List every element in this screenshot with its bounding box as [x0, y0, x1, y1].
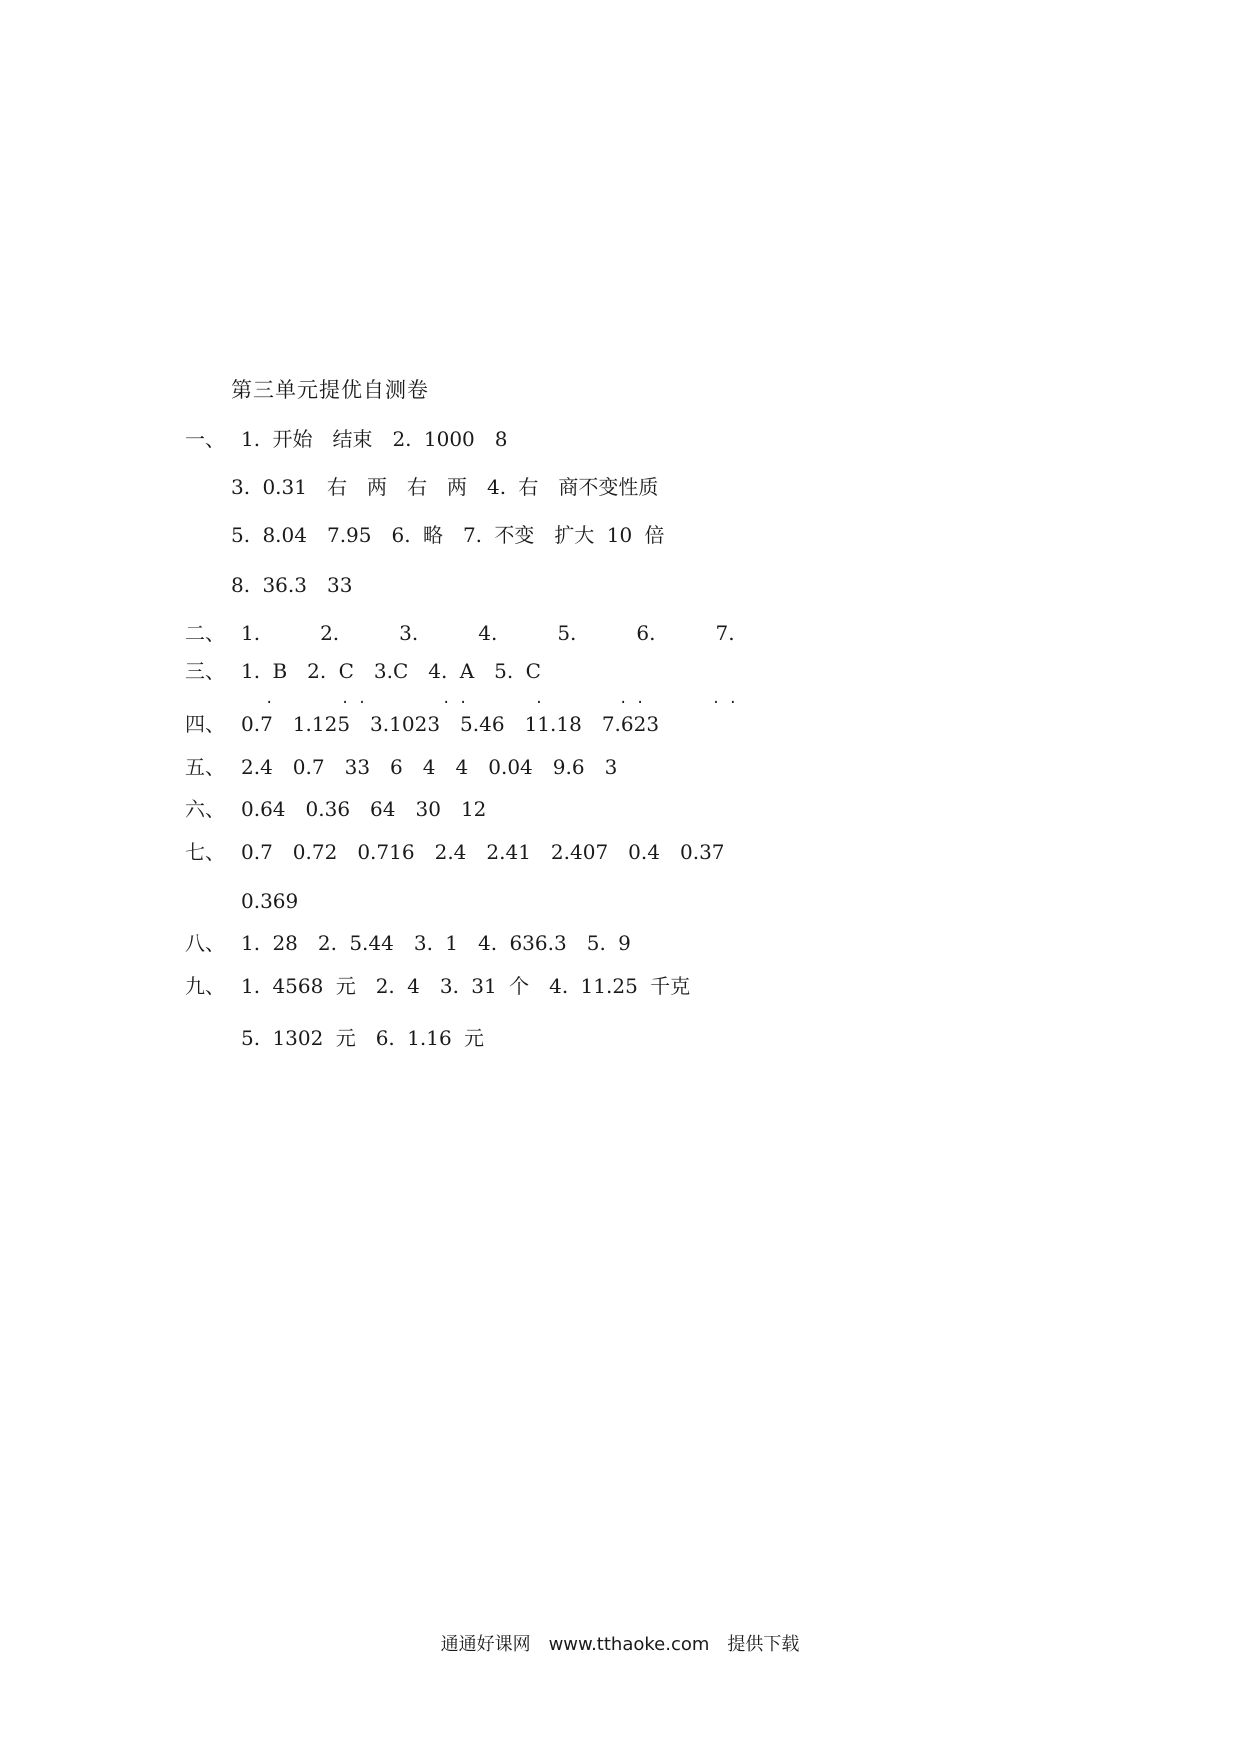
page-title: 第三单元提优自测卷 — [231, 378, 429, 402]
answer-text: 3. 0.31 右 两 右 两 4. 右 商不变性质 — [231, 475, 659, 499]
answer-line-4 — [231, 569, 352, 598]
answer-line-1 — [185, 423, 508, 452]
section-label: 九、 — [185, 974, 225, 998]
answer-text: 0.7 1.125 3.1023 5.46 11.18 7.623 — [241, 712, 660, 736]
answer-line-13 — [185, 970, 690, 999]
answer-text: 2.4 0.7 33 6 4 4 0.04 9.6 3 — [241, 755, 618, 779]
answer-line-8 — [185, 751, 617, 780]
answer-text: 1. 28 2. 5.44 3. 1 4. 636.3 5. 9 — [241, 931, 631, 955]
answer-text: 5. 1302 元 6. 1.16 元 — [241, 1026, 485, 1050]
answer-text: 8. 36.3 33 — [231, 573, 353, 597]
section-label: 二、 — [185, 621, 225, 645]
answer-line-10 — [185, 836, 725, 865]
answer-line-5 — [185, 617, 735, 646]
answer-text: 5. 8.04 7.95 6. 略 7. 不变 扩大 10 倍 — [231, 523, 665, 547]
answer-line-11 — [241, 889, 298, 913]
answer-text: 0.7 0.72 0.716 2.4 2.41 2.407 0.4 0.37 — [241, 840, 725, 864]
section-label: 六、 — [185, 797, 225, 821]
answer-line-2 — [231, 471, 658, 500]
section-label: 五、 — [185, 755, 225, 779]
answer-line-9 — [185, 793, 486, 822]
section-label: 四、 — [185, 712, 225, 736]
answer-text: 1. 4568 元 2. 4 3. 31 个 4. 11.25 千克 — [241, 974, 691, 998]
answer-text: 0.369 — [241, 889, 299, 913]
answer-text: 1. B 2. C 3.C 4. A 5. C — [241, 659, 541, 683]
answer-line-6 — [185, 655, 541, 684]
section-label: 一、 — [185, 427, 225, 451]
answer-text: 0.64 0.36 64 30 12 — [241, 797, 487, 821]
answer-line-14 — [241, 1022, 484, 1051]
answer-line-7 — [185, 708, 659, 737]
page-footer: 通通好课网 www.tthaoke.com 提供下载 — [440, 1634, 800, 1655]
section-label: 三、 — [185, 659, 225, 683]
answer-text: 1. 2. 3. 4. 5. 6. 7. — [241, 621, 735, 645]
answer-text: 1. 开始 结束 2. 1000 8 — [241, 427, 508, 451]
repeating-decimal-dots: . . . . . . . . . . — [265, 691, 738, 707]
answer-line-3 — [231, 519, 665, 548]
section-label: 七、 — [185, 840, 225, 864]
section-label: 八、 — [185, 931, 225, 955]
answer-line-12 — [185, 927, 631, 956]
